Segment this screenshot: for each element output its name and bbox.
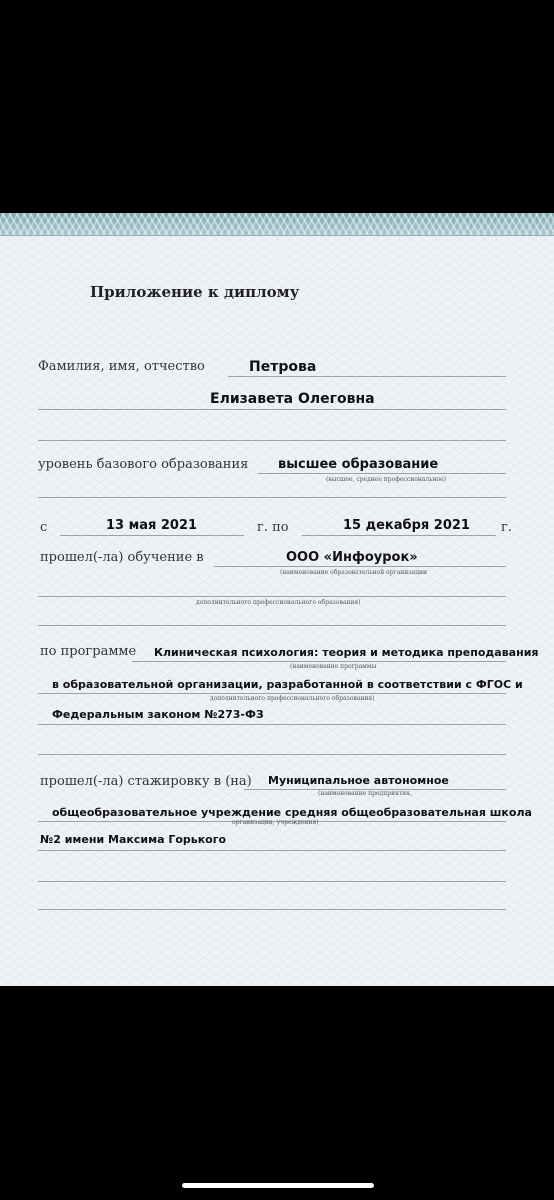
period-to-label: г. по (257, 520, 289, 535)
underline (228, 376, 506, 377)
internship-line-2: общеобразовательное учреждение средняя общеобразовательная школа (52, 806, 532, 819)
training-dpo-caption: дополнительного профессионального образования) (196, 599, 361, 606)
underline (302, 535, 496, 536)
program-caption-2: дополнительного профессионального образования) (210, 695, 375, 702)
diploma-appendix-page (0, 213, 554, 986)
underline (38, 850, 506, 851)
underline (38, 693, 506, 694)
internship-line-3: №2 имени Максима Горького (40, 833, 227, 846)
training-label: прошел(-ла) обучение в (40, 550, 204, 565)
home-indicator[interactable] (182, 1183, 374, 1188)
decorative-border-band (0, 213, 554, 236)
base-education-value: высшее образование (278, 457, 439, 472)
underline (38, 596, 506, 597)
base-education-label: уровень базового образования (38, 457, 249, 472)
fio-label: Фамилия, имя, отчество (38, 359, 205, 374)
underline (38, 881, 506, 882)
underline (38, 409, 506, 410)
program-caption-1: (наименование программы (290, 663, 377, 670)
period-to-date: 15 декабря 2021 (343, 518, 470, 533)
underline (38, 440, 506, 441)
program-line-1: Клиническая психология: теория и методика преподавания (154, 646, 539, 659)
underline (38, 724, 506, 725)
underline (258, 473, 506, 474)
training-organization: ООО «Инфоурок» (286, 550, 418, 565)
base-education-caption: (высшее, среднее профессиональное) (326, 476, 446, 483)
underline (60, 535, 244, 536)
internship-caption-1: (наименование предприятия, (318, 790, 412, 797)
program-line-3: Федеральным законом №273-ФЗ (52, 708, 264, 721)
underline (132, 661, 506, 662)
period-from-label: с (40, 520, 48, 535)
fio-last-name: Петрова (249, 359, 317, 375)
fio-first-middle: Елизавета Олеговна (210, 391, 375, 407)
program-line-2: в образовательной организации, разработанной в соответствии с ФГОС и (52, 678, 523, 691)
underline (38, 625, 506, 626)
program-label: по программе (40, 644, 137, 659)
internship-caption-2: организации, учреждения) (232, 819, 319, 826)
underline (38, 754, 506, 755)
underline (38, 497, 506, 498)
period-year-suffix: г. (501, 520, 512, 535)
underline (214, 566, 506, 567)
period-from-date: 13 мая 2021 (106, 518, 198, 533)
internship-label: прошел(-ла) стажировку в (на) (40, 774, 252, 789)
internship-line-1: Муниципальное автономное (268, 774, 449, 787)
document-title: Приложение к диплому (90, 283, 300, 301)
underline (38, 909, 506, 910)
training-org-caption: (наименование образовательной организации (280, 569, 427, 576)
